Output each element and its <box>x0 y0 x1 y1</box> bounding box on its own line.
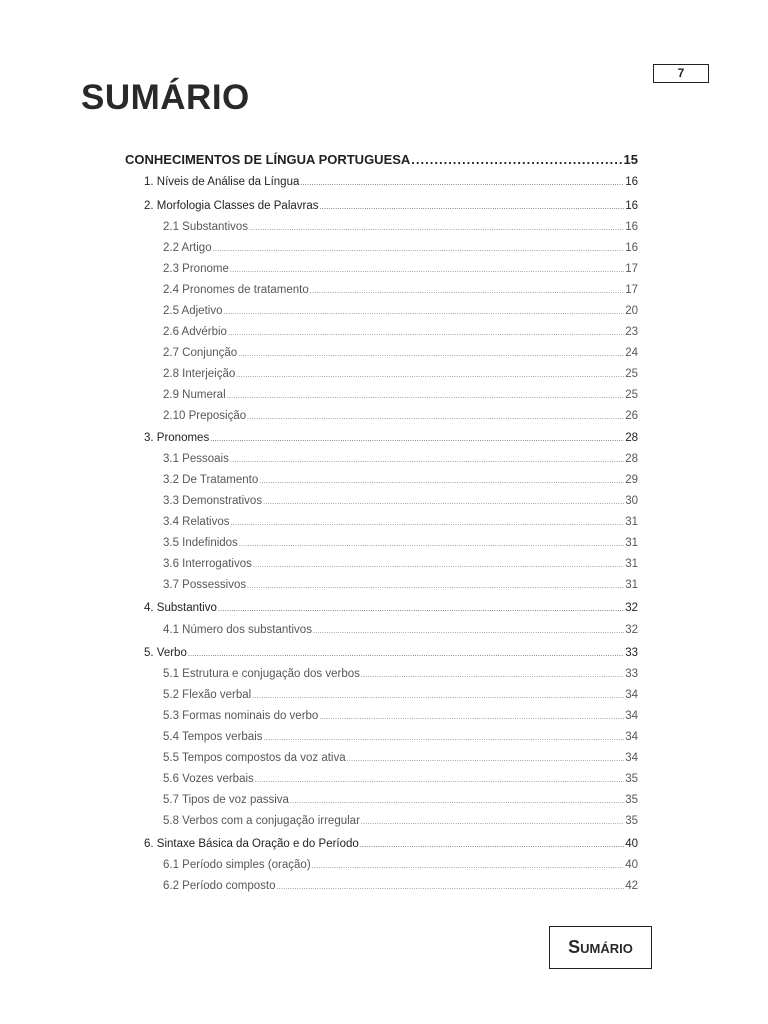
toc-subitem <box>163 558 638 570</box>
toc-entry-label: 5.7 Tipos de voz passiva <box>163 794 289 806</box>
toc-subitem <box>163 794 638 806</box>
toc-entry-page-number: 16 <box>625 176 638 188</box>
toc-entry-label: 2.10 Preposição <box>163 410 247 422</box>
toc-dot-leader <box>347 756 625 763</box>
toc-entry-label: 3.4 Relativos <box>163 516 230 528</box>
toc-entry-label: 2.4 Pronomes de tratamento <box>163 284 309 296</box>
toc-entry-label: 4.1 Número dos substantivos <box>163 624 312 636</box>
toc-chapter <box>144 176 638 188</box>
toc-subitem <box>163 773 638 785</box>
toc-entry-label: 5.6 Vozes verbais <box>163 773 254 785</box>
toc-subitem <box>163 710 638 722</box>
toc-dot-leader <box>263 499 624 506</box>
toc-subitem <box>163 389 638 401</box>
toc-entry-page-number: 16 <box>625 242 638 254</box>
toc-dot-leader <box>230 457 624 464</box>
toc-subitem <box>163 221 638 233</box>
toc-entry-page-number: 31 <box>625 516 638 528</box>
toc-entry-label: 2.9 Numeral <box>163 389 226 401</box>
toc-entry-label: 2.6 Advérbio <box>163 326 227 338</box>
toc-section-heading <box>125 152 638 167</box>
toc-entry-label: 3.5 Indefinidos <box>163 537 238 549</box>
toc-dot-leader <box>290 798 624 805</box>
toc-entry-page-number: 34 <box>625 710 638 722</box>
toc-entry-label: 2. Morfologia Classes de Palavras <box>144 200 319 212</box>
toc-entry-label: 5.5 Tempos compostos da voz ativa <box>163 752 346 764</box>
toc-entry-page-number: 25 <box>625 368 638 380</box>
toc-entry-page-number: 35 <box>625 815 638 827</box>
toc-entry-label: 3.3 Demonstrativos <box>163 495 263 507</box>
toc-subitem <box>163 242 638 254</box>
toc-entry-page-number: 35 <box>625 773 638 785</box>
toc-entry-page-number: 15 <box>623 152 638 167</box>
toc-subitem <box>163 453 638 465</box>
toc-dot-leader <box>264 735 625 742</box>
toc-entry-page-number: 32 <box>625 624 638 636</box>
toc-entry-label: 5. Verbo <box>144 647 187 659</box>
toc-dot-leader <box>277 884 625 891</box>
toc-entry-page-number: 17 <box>625 284 638 296</box>
toc-entry-page-number: 25 <box>625 389 638 401</box>
toc-dot-leader <box>236 372 624 379</box>
summary-footer-label: Sumário <box>549 926 652 969</box>
toc-subitem <box>163 689 638 701</box>
toc-dot-leader <box>230 267 624 274</box>
toc-dot-leader <box>259 478 624 485</box>
toc-chapter <box>144 200 638 212</box>
toc-dot-leader <box>252 693 624 700</box>
toc-entry-page-number: 16 <box>625 221 638 233</box>
toc-dot-leader <box>247 414 624 421</box>
toc-subitem <box>163 752 638 764</box>
toc-chapter <box>144 432 638 444</box>
toc-entry-page-number: 34 <box>625 752 638 764</box>
toc-entry-page-number: 42 <box>625 880 638 892</box>
toc-entry-label: 3.7 Possessivos <box>163 579 247 591</box>
toc-dot-leader <box>361 819 624 826</box>
toc-subitem <box>163 516 638 528</box>
toc-entry-page-number: 34 <box>625 689 638 701</box>
toc-entry-page-number: 31 <box>625 537 638 549</box>
toc-entry-page-number: 33 <box>625 668 638 680</box>
toc-entry-label: 3.1 Pessoais <box>163 453 229 465</box>
toc-entry-page-number: 31 <box>625 558 638 570</box>
toc-dot-leader <box>300 180 624 187</box>
toc-dot-leader <box>249 225 624 232</box>
toc-dot-leader <box>238 351 624 358</box>
toc-entry-label: 2.5 Adjetivo <box>163 305 223 317</box>
toc-entry-label: 2.2 Artigo <box>163 242 212 254</box>
toc-dot-leader <box>210 436 624 443</box>
toc-entry-page-number: 28 <box>625 432 638 444</box>
toc-entry-page-number: 35 <box>625 794 638 806</box>
toc-entry-page-number: 31 <box>625 579 638 591</box>
toc-entry-label: 4. Substantivo <box>144 602 217 614</box>
page-title: SUMÁRIO <box>81 78 250 117</box>
toc-dot-leader <box>230 520 624 527</box>
toc-entry-page-number: 26 <box>625 410 638 422</box>
toc-entry-label: 5.2 Flexão verbal <box>163 689 252 701</box>
toc-entry-page-number: 40 <box>625 838 638 850</box>
toc-dot-leader <box>310 288 624 295</box>
toc-dot-leader <box>411 152 622 167</box>
toc-dot-leader <box>247 583 624 590</box>
toc-entry-label: CONHECIMENTOS DE LÍNGUA PORTUGUESA <box>125 152 411 167</box>
toc-subitem <box>163 347 638 359</box>
toc-chapter <box>144 602 638 614</box>
toc-entry-label: 2.8 Interjeição <box>163 368 236 380</box>
toc-subitem <box>163 859 638 871</box>
toc-entry-page-number: 29 <box>625 474 638 486</box>
toc-chapter <box>144 647 638 659</box>
toc-entry-label: 1. Níveis de Análise da Língua <box>144 176 300 188</box>
toc-dot-leader <box>218 606 624 613</box>
toc-subitem <box>163 668 638 680</box>
toc-subitem <box>163 880 638 892</box>
toc-entry-label: 5.1 Estrutura e conjugação dos verbos <box>163 668 360 680</box>
toc-subitem <box>163 579 638 591</box>
toc-entry-page-number: 28 <box>625 453 638 465</box>
toc-subitem <box>163 624 638 636</box>
toc-dot-leader <box>320 204 625 211</box>
toc-dot-leader <box>213 246 625 253</box>
toc-dot-leader <box>188 651 624 658</box>
toc-entry-label: 2.7 Conjunção <box>163 347 238 359</box>
toc-entry-page-number: 20 <box>625 305 638 317</box>
toc-dot-leader <box>313 628 624 635</box>
toc-subitem <box>163 263 638 275</box>
toc-entry-page-number: 23 <box>625 326 638 338</box>
toc-entry-label: 3.6 Interrogativos <box>163 558 252 570</box>
toc-entry-label: 6.1 Período simples (oração) <box>163 859 311 871</box>
toc-dot-leader <box>223 309 624 316</box>
toc-entry-page-number: 17 <box>625 263 638 275</box>
toc-subitem <box>163 495 638 507</box>
toc-subitem <box>163 368 638 380</box>
toc-entry-label: 5.3 Formas nominais do verbo <box>163 710 319 722</box>
toc-subitem <box>163 410 638 422</box>
toc-entry-page-number: 34 <box>625 731 638 743</box>
toc-subitem <box>163 731 638 743</box>
toc-entry-label: 6. Sintaxe Básica da Oração e do Período <box>144 838 359 850</box>
toc-entry-label: 5.8 Verbos com a conjugação irregular <box>163 815 360 827</box>
toc-entry-label: 3.2 De Tratamento <box>163 474 259 486</box>
toc-entry-label: 5.4 Tempos verbais <box>163 731 263 743</box>
toc-dot-leader <box>319 714 624 721</box>
toc-entry-label: 3. Pronomes <box>144 432 210 444</box>
toc-dot-leader <box>228 330 624 337</box>
toc-subitem <box>163 815 638 827</box>
toc-dot-leader <box>239 541 624 548</box>
toc-subitem <box>163 305 638 317</box>
toc-subitem <box>163 474 638 486</box>
toc-dot-leader <box>227 393 625 400</box>
toc-dot-leader <box>361 672 624 679</box>
toc-chapter <box>144 838 638 850</box>
toc-entry-page-number: 30 <box>625 495 638 507</box>
toc-dot-leader <box>312 863 625 870</box>
toc-entry-page-number: 24 <box>625 347 638 359</box>
toc-subitem <box>163 284 638 296</box>
toc-entry-label: 2.3 Pronome <box>163 263 229 275</box>
toc-entry-page-number: 16 <box>625 200 638 212</box>
toc-subitem <box>163 326 638 338</box>
toc-entry-label: 2.1 Substantivos <box>163 221 249 233</box>
toc-dot-leader <box>255 777 624 784</box>
toc-entry-page-number: 33 <box>625 647 638 659</box>
toc-entry-page-number: 40 <box>625 859 638 871</box>
toc-dot-leader <box>360 842 624 849</box>
toc-entry-page-number: 32 <box>625 602 638 614</box>
toc-dot-leader <box>253 562 624 569</box>
page-number-box: 7 <box>653 64 709 83</box>
toc-subitem <box>163 537 638 549</box>
toc-entry-label: 6.2 Período composto <box>163 880 276 892</box>
